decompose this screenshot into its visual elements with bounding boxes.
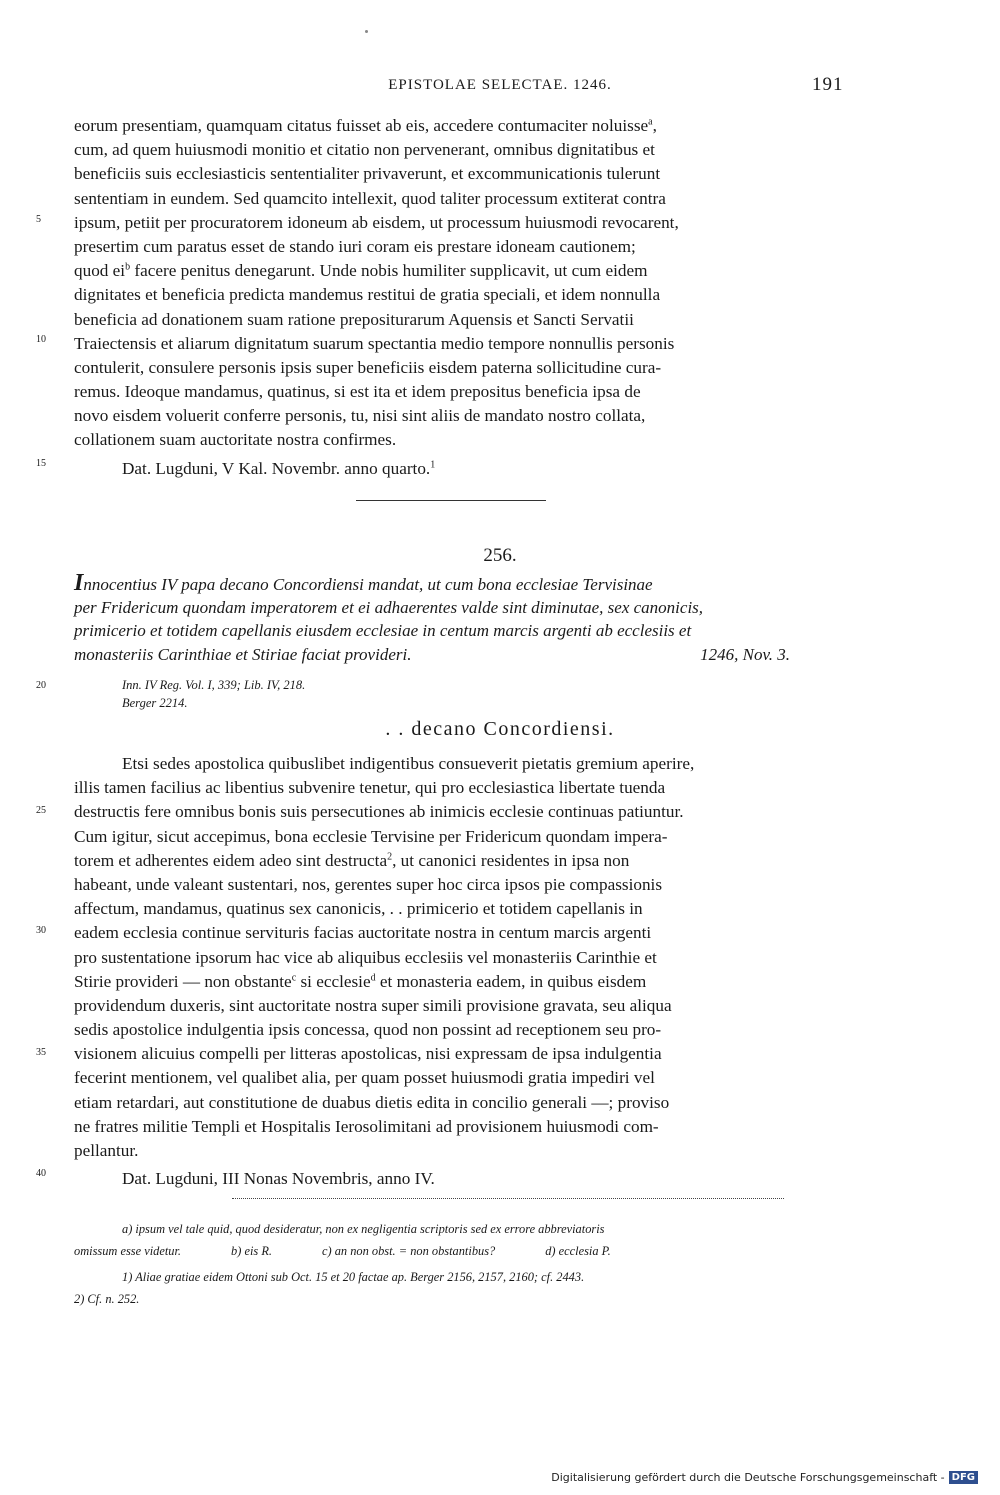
line-number: 5 [36, 214, 41, 225]
text-line [74, 259, 834, 283]
footnote-text: 1) Aliae gratiae eidem Ottoni sub Oct. 15 et 20 factae ap. Berger 2156, 2157, 2160; cf. 2443. [122, 1270, 585, 1284]
line-text: quod $ei^b$ facere penitus denegarunt. Unde nobis humiliter supplicavit, ut cum eidem [74, 261, 648, 281]
summary-text: Innocentius IV papa decano Concordiensi mandat, ut cum bona ecclesiae Tervisinae [74, 570, 653, 596]
line-text: fecerint mentionem, vel qualibet alia, per quam posset huiusmodi gratia impediri vel [74, 1068, 655, 1088]
text-line [74, 1066, 834, 1090]
line-text: ipsum, petiit per procuratorem idoneum ab eisdem, ut processum huiusmodi revocarent, [74, 212, 679, 232]
line-text: destructis fere omnibus bonis suis persecutiones ab inimicis ecclesie continuas patiuntur. [74, 802, 684, 822]
line-text: providendum duxeris, sint auctoritate nostra super simili provisione gravata, seu aliqua [74, 995, 672, 1015]
line-text: pro sustentatione ipsorum hac vice ab aliquibus ecclesiis vel monasteriis Carinthie et [74, 947, 657, 967]
text-line [74, 825, 834, 849]
text-line [74, 404, 834, 428]
line-text: illis tamen facilius ac libentius subvenire tenetur, qui pro ecclesiastica libertate tuenda [74, 778, 666, 798]
text-line [74, 970, 834, 994]
line-text: dignitates et beneficia predicta mandemus restitui de gratia speciali, et idem nonnulla [74, 285, 661, 305]
line-text: beneficiis suis ecclesiasticis sententialiter privaverunt, et excommunicationis tulerunt [74, 164, 661, 184]
line-number: 25 [36, 805, 46, 816]
text-line [74, 897, 834, 921]
text-line [74, 211, 834, 235]
line-number: 30 [36, 925, 46, 936]
text-block-1 [74, 114, 834, 481]
line-text: cum, ad quem huiusmodi monitio et citatio non pervenerant, omnibus dignitatibus et [74, 140, 655, 160]
footnote-separator [232, 1198, 784, 1199]
summary-text: per Fridericum quondam imperatorem et ei adhaerentes valde sint diminutae, sex canonicis, [74, 597, 704, 617]
line-text: Cum igitur, sicut accepimus, bona ecclesie Tervisine per Fridericum quondam impera- [74, 826, 668, 846]
text-line [74, 235, 834, 259]
scan-speck [365, 30, 368, 33]
footnote-line [74, 1266, 836, 1288]
text-line [74, 1042, 834, 1066]
summary-line [74, 572, 834, 596]
line-text: affectum, mandamus, quatinus sex canonicis, . . primicerio et totidem capellanis in [74, 899, 643, 919]
document-number: 256. [483, 545, 517, 566]
line-text: collationem suam auctoritate nostra confirmes. [74, 430, 397, 450]
footnote-text: d) ecclesia P. [545, 1244, 611, 1258]
summary-line [74, 643, 834, 667]
footnote-line [74, 1218, 836, 1240]
text-line [74, 1139, 834, 1163]
summary-text: primicerio et totidem capellanis eiusdem ecclesiae in centum marcis argenti ab ecclesiis et [74, 621, 692, 640]
document-summary [74, 572, 834, 666]
line-text: novo eisdem voluerit conferre personis, tu, nisi sint aliis de mandato nostro collata, [74, 406, 646, 426]
references [122, 676, 305, 712]
reference-line: Inn. IV Reg. Vol. I, 339; Lib. IV, 218. [122, 678, 306, 692]
dating-line [74, 457, 834, 481]
text-line [74, 428, 834, 452]
text-line [74, 849, 834, 873]
text-line [74, 283, 834, 307]
line-text: remus. Ideoque mandamus, quatinus, si est ita et idem prepositus beneficia ipsa de [74, 382, 641, 402]
line-text: Traiectensis et aliarum dignitatum suarum spectantia medio tempore nonnullis personis [74, 333, 675, 353]
line-text: etiam retardari, aut constitutione de duabus dietis edita in concilio generali —; proviso [74, 1092, 670, 1112]
line-number: 35 [36, 1047, 46, 1058]
footnotes [74, 1218, 836, 1310]
line-text: sententiam in eundem. Sed quamcito intellexit, quod taliter processum extiterat contra [74, 188, 666, 208]
footnote-text: b) eis R. [231, 1244, 272, 1258]
line-number: 15 [36, 458, 46, 469]
reference-line: Berger 2214. [122, 696, 188, 710]
line-text: beneficia ad donationem suam ratione prepositurarum Aquensis et Sancti Servatii [74, 309, 634, 329]
text-line [74, 1115, 834, 1139]
section-separator [356, 500, 546, 501]
text-line [74, 1018, 834, 1042]
text-line [74, 380, 834, 404]
footnote-text: omissum esse videtur. [74, 1244, 182, 1258]
line-text: Etsi sedes apostolica quibuslibet indigentibus consueverit pietatis gremium aperire, [122, 754, 695, 773]
running-header: EPISTOLAE SELECTAE. 1246. [388, 77, 612, 93]
salutation: . . decano Concordiensi. [385, 718, 615, 740]
line-text: habeant, unde valeant sustentari, nos, gerentes super hoc circa ipsos pie compassionis [74, 874, 663, 894]
text-line [74, 946, 834, 970]
dating-line [74, 1167, 834, 1191]
dating-text: Dat. Lugduni, V Kal. Novembr. anno quarto.$^1$ [122, 458, 436, 478]
text-line [74, 776, 834, 800]
footnote-text: 2) Cf. n. 252. [74, 1292, 140, 1306]
line-text: contulerit, consulere personis ipsis super beneficiis eisdem paterna sollicitudine cura- [74, 357, 662, 377]
summary-line [74, 619, 834, 643]
line-number: 40 [36, 1168, 46, 1179]
line-text: presertim cum paratus esset de stando iuri coram eis prestare idoneam cautionem; [74, 236, 636, 256]
text-line [74, 752, 834, 776]
text-line [74, 994, 834, 1018]
text-line [74, 308, 834, 332]
summary-date: 1246, Nov. 3. [700, 644, 790, 664]
text-block-2 [74, 752, 834, 1191]
line-text: eadem ecclesia continue servituris facias auctoritate nostra in centum marcis argenti [74, 923, 652, 943]
text-line [74, 873, 834, 897]
text-line [74, 1091, 834, 1115]
line-text: sedis apostolice indulgentia ipsis concessa, quod non possint ad receptionem seu pro- [74, 1020, 662, 1040]
text-line [74, 114, 834, 138]
text-line [74, 332, 834, 356]
line-number: 10 [36, 334, 46, 345]
line-number: 20 [36, 680, 46, 691]
footnote-line [74, 1288, 836, 1310]
credit-text: Digitalisierung gefördert durch die Deutsche Forschungsgemeinschaft - [551, 1471, 945, 1484]
page-number: 191 [812, 74, 844, 95]
summary-text: monasteriis Carinthiae et Stiriae faciat provideri. [74, 644, 412, 664]
text-line [74, 356, 834, 380]
digitization-credit [551, 1471, 978, 1484]
dating-text: Dat. Lugduni, III Nonas Novembris, anno IV. [122, 1169, 435, 1189]
summary-line [74, 596, 834, 620]
line-text: eorum presentiam, quamquam citatus fuisset ab eis, accedere contumaciter noluisse$^a$, [74, 116, 657, 135]
footnote-text: c) an non obst. = non obstantibus? [322, 1244, 496, 1258]
text-line [74, 162, 834, 186]
line-text: ne fratres militie Templi et Hospitalis Ierosolimitani ad provisionem huiusmodi com- [74, 1116, 659, 1136]
line-text: visionem alicuius compelli per litteras apostolicas, nisi expressam de ipsa indulgentia [74, 1044, 662, 1064]
text-line [74, 187, 834, 211]
text-line [74, 921, 834, 945]
footnote-line [74, 1240, 836, 1262]
dfg-logo: DFG [949, 1471, 978, 1484]
text-line [74, 138, 834, 162]
text-line [74, 800, 834, 824]
line-text: Stirie provideri — non obstante$^c$ si ecclesie$^d$ et monasteria eadem, in quibus eisdem [74, 971, 647, 991]
footnote-text: a) ipsum vel tale quid, quod desideratur, non ex negligentia scriptoris sed ex errore abbreviatoris [122, 1222, 605, 1236]
line-text: torem et adherentes eidem adeo sint destructa$^2$, ut canonici residentes in ipsa non [74, 850, 630, 870]
line-text: pellantur. [74, 1141, 139, 1160]
